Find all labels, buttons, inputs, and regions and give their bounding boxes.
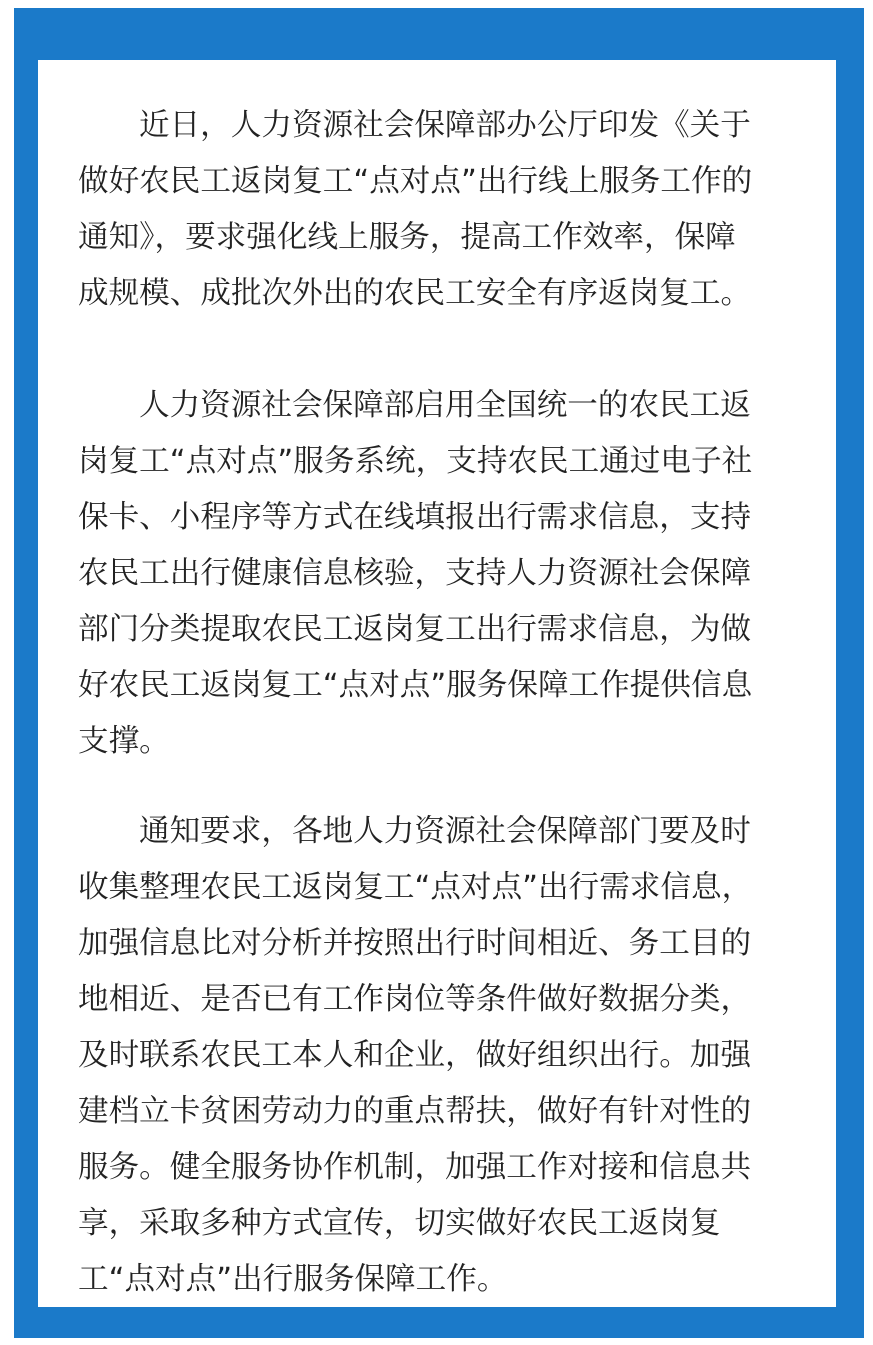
paragraph-line: 近日，人力资源社会保障部办公厅印发《关于	[139, 108, 751, 143]
paragraph-line: 好农民工返岗复工“点对点”服务保障工作提供信息	[78, 668, 753, 703]
paragraph-intro	[78, 98, 797, 322]
paragraph-line: 建档立卡贫困劳动力的重点帮扶，做好有针对性的	[78, 1094, 752, 1129]
paragraph-line: 服务。健全服务协作机制，加强工作对接和信息共	[78, 1150, 752, 1185]
paragraph-line: 农民工出行健康信息核验，支持人力资源社会保障	[78, 556, 752, 591]
article-panel	[38, 60, 836, 1307]
paragraph-line: 工“点对点”出行服务保障工作。	[78, 1262, 508, 1297]
paragraph-line: 岗复工“点对点”服务系统，支持农民工通过电子社	[78, 444, 753, 479]
paragraph-line: 通知》，要求强化线上服务，提高工作效率，保障	[78, 220, 736, 255]
blue-frame	[14, 8, 864, 1338]
paragraph-line: 人力资源社会保障部启用全国统一的农民工返	[139, 388, 751, 423]
paragraph-line: 及时联系农民工本人和企业，做好组织出行。加强	[78, 1038, 752, 1073]
paragraph-line: 成规模、成批次外出的农民工安全有序返岗复工。	[78, 276, 752, 311]
paragraph-line: 地相近、是否已有工作岗位等条件做好数据分类，	[78, 982, 752, 1017]
paragraph-line: 享，采取多种方式宣传，切实做好农民工返岗复	[78, 1206, 721, 1241]
paragraph-line: 加强信息比对分析并按照出行时间相近、务工目的	[78, 926, 752, 961]
paragraph-line: 通知要求，各地人力资源社会保障部门要及时	[139, 814, 751, 849]
paragraph-line: 部门分类提取农民工返岗复工出行需求信息，为做	[78, 612, 752, 647]
paragraph-line: 做好农民工返岗复工“点对点”出行线上服务工作的	[78, 164, 753, 199]
paragraph-line: 支撑。	[78, 724, 170, 759]
paragraph-notice-requirements	[78, 804, 797, 1308]
paragraph-service-system	[78, 378, 797, 770]
paragraph-line: 收集整理农民工返岗复工“点对点”出行需求信息，	[78, 870, 753, 905]
paragraph-line: 保卡、小程序等方式在线填报出行需求信息，支持	[78, 500, 752, 535]
